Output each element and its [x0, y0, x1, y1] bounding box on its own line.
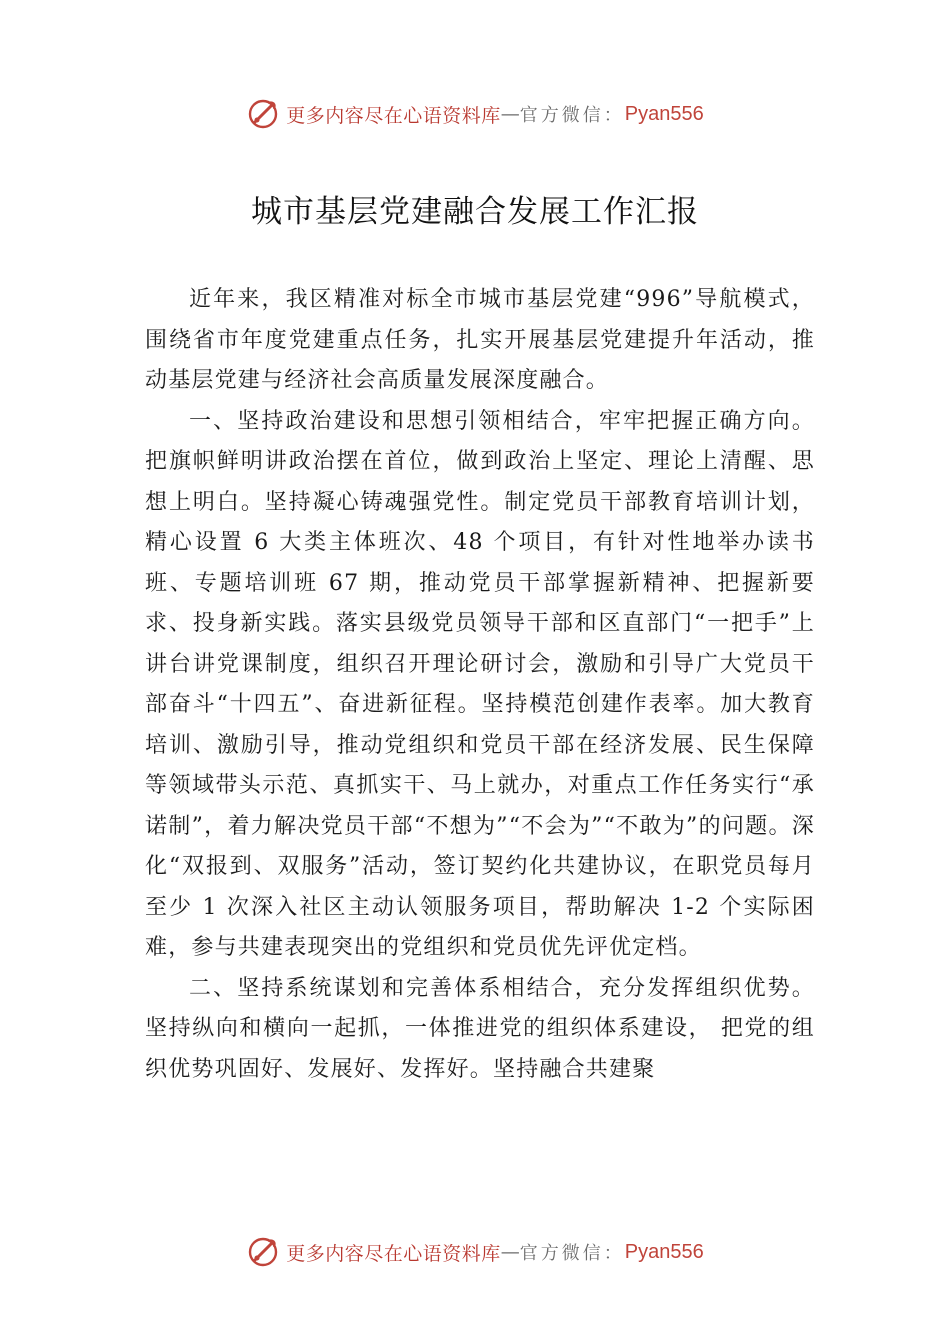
watermark-label: 官方微信： — [519, 105, 625, 126]
paragraph-section-one: 一、坚持政治建设和思想引领相结合，牢牢把握正确方向。把旗帜鲜明讲政治摆在首位，做到政治上坚定、理论上清醒、思想上明白。坚持凝心铸魂强党性。制定党员干部教育培训计划，精心设置 6 大类主体班次、48 个项目，有针对性地举办读书班、专题培训班 67 期，推动党员干部掌握新精神、把握新要求、投身新实践。落实县级党员领导干部和区直部门“一把手”上讲台讲党课制度，组织召开理论研讨会，激励和引导广大党员干部奋斗“十四五”、奋进新征程。坚持模范创建作表率。加大教育培训、激励引导，推动党组织和党员干部在经济发展、民生保障等领域带头示范、真抓实干、马上就办，对重点工作任务实行“承诺制”，着力解决党员干部“不想为”“不会为”“不敢为”的问题。深化“双报到、双服务”活动，签订契约化共建协议，在职党员每月至少 1 次深入社区主动认领服务项目，帮助解决 1-2 个实际困难，参与共建表现突出的党组织和党员优先评优定档。 — [145, 408, 815, 960]
watermark-label: 官方微信： — [519, 1243, 625, 1264]
watermark-banner-top — [0, 92, 950, 136]
paragraph-section-two: 二、坚持系统谋划和完善体系相结合，充分发挥组织优势。坚持纵向和横向一起抓，一体推进党的组织体系建设， 把党的组织优势巩固好、发展好、发挥好。坚持融合共建聚 — [145, 975, 815, 1082]
document-body — [145, 280, 815, 1090]
watermark-separator: — — [500, 103, 520, 125]
watermark-separator: — — [500, 1241, 520, 1263]
brush-logo-icon — [246, 1235, 280, 1269]
watermark-brand-text: 更多内容尽在心语资料库 — [286, 1242, 501, 1265]
document-title: 城市基层党建融合发展工作汇报 — [251, 194, 699, 230]
brush-logo-icon — [246, 97, 280, 131]
watermark-brand-text: 更多内容尽在心语资料库 — [286, 104, 501, 127]
watermark-wechat-id: Pyan556 — [624, 102, 704, 125]
watermark-banner-bottom — [0, 1230, 950, 1274]
paragraph-intro: 近年来，我区精准对标全市城市基层党建“996”导航模式，围绕省市年度党建重点任务，扎实开展基层党建提升年活动，推动基层党建与经济社会高质量发展深度融合。 — [145, 287, 815, 393]
watermark-wechat-id: Pyan556 — [624, 1240, 704, 1263]
